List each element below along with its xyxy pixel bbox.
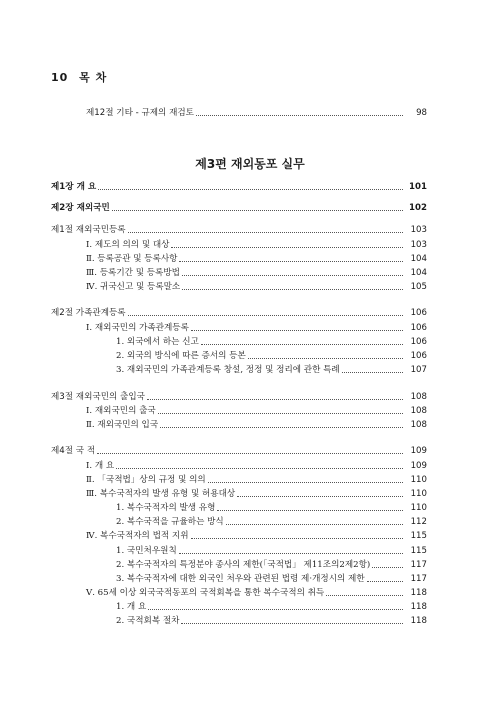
toc-entry-label: Ⅰ. 재외국민의 가족관계등록 bbox=[86, 323, 189, 333]
toc-entry-page: 110 bbox=[410, 503, 427, 513]
toc-item[interactable] bbox=[116, 348, 427, 362]
toc-item[interactable] bbox=[86, 279, 427, 293]
toc-entry-label: 제4절 국 적 bbox=[51, 446, 96, 456]
toc-section[interactable] bbox=[51, 222, 427, 236]
toc-entry-page: 108 bbox=[410, 406, 427, 416]
leader-dots bbox=[226, 524, 403, 525]
leader-dots bbox=[326, 595, 403, 596]
leader-dots bbox=[201, 344, 403, 345]
running-header bbox=[51, 69, 107, 85]
toc-entry-label: 2. 외국의 방식에 따른 증서의 등본 bbox=[116, 351, 246, 361]
toc-entry-label: Ⅱ. 재외국민의 입국 bbox=[86, 420, 159, 430]
toc-item[interactable] bbox=[86, 237, 427, 251]
leader-dots bbox=[160, 427, 403, 428]
toc-entry-page: 108 bbox=[410, 392, 427, 402]
toc-entry-page: 106 bbox=[410, 337, 427, 347]
toc-entry-page: 110 bbox=[410, 475, 427, 485]
toc-entry-page: 115 bbox=[410, 531, 427, 541]
toc-section[interactable] bbox=[51, 389, 427, 403]
toc-entry-page: 106 bbox=[410, 351, 427, 361]
toc-entry-label: 1. 개 요 bbox=[116, 602, 147, 612]
toc-item[interactable] bbox=[86, 403, 427, 417]
toc-entry-page: 103 bbox=[410, 240, 427, 250]
toc-entry-label: 제2절 가족관계등록 bbox=[51, 308, 126, 318]
leader-dots bbox=[208, 482, 403, 483]
toc-item[interactable] bbox=[86, 472, 427, 486]
toc-entry-label: 2. 복수국적자의 특정분야 종사의 제한(「국적법」 제11조의2제2항) bbox=[116, 560, 371, 570]
toc-entry-page: 98 bbox=[416, 108, 427, 118]
toc-item[interactable] bbox=[116, 613, 427, 627]
toc-item[interactable] bbox=[116, 571, 427, 585]
toc-item[interactable] bbox=[86, 585, 427, 599]
toc-entry-page: 107 bbox=[410, 365, 427, 375]
toc-entry-label: Ⅳ. 귀국신고 및 등록말소 bbox=[86, 282, 181, 292]
toc-entry-page: 104 bbox=[410, 268, 427, 278]
toc-item[interactable] bbox=[116, 334, 427, 348]
toc-item[interactable] bbox=[116, 500, 427, 514]
toc-entry-label: Ⅳ. 복수국적자의 법적 지위 bbox=[86, 531, 189, 541]
toc-entry-label: Ⅴ. 65세 이상 외국국적동포의 국적회복을 통한 복수국적의 취득 bbox=[86, 588, 325, 598]
leader-dots bbox=[237, 496, 403, 497]
toc-entry-page: 104 bbox=[410, 254, 427, 264]
leader-dots bbox=[191, 538, 403, 539]
toc-entry-label: 1. 복수국적자의 발생 유형 bbox=[116, 503, 216, 513]
toc-entry-page: 117 bbox=[410, 574, 427, 584]
leader-dots bbox=[97, 453, 403, 454]
toc-entry-page: 118 bbox=[410, 602, 427, 612]
header-title: 목 차 bbox=[79, 71, 108, 84]
toc-entry-label: Ⅱ. 등록공관 및 등록사항 bbox=[86, 254, 178, 264]
toc-entry-page: 117 bbox=[410, 560, 427, 570]
toc-entry-label: 제12절 기타 - 규제의 재검토 bbox=[86, 108, 194, 118]
toc-entry-label: Ⅰ. 재외국민의 출국 bbox=[86, 406, 156, 416]
toc-entry-label: Ⅰ. 제도의 의의 및 대상 bbox=[86, 240, 170, 250]
toc-item[interactable] bbox=[86, 528, 427, 542]
toc-entry-page: 105 bbox=[410, 282, 427, 292]
toc-entry-page: 115 bbox=[410, 546, 427, 556]
toc-item[interactable] bbox=[116, 362, 427, 376]
leader-dots bbox=[179, 553, 403, 554]
toc-entry-page: 109 bbox=[410, 446, 427, 456]
toc-item[interactable] bbox=[116, 557, 427, 571]
toc-entry-label: 제1장 개 요 bbox=[51, 182, 97, 192]
leader-dots bbox=[171, 247, 403, 248]
leader-dots bbox=[158, 413, 403, 414]
leader-dots bbox=[248, 358, 403, 359]
toc-entry-page: 108 bbox=[410, 420, 427, 430]
leader-dots bbox=[147, 399, 403, 400]
toc-entry-page: 106 bbox=[410, 308, 427, 318]
toc-entry-label: Ⅱ. 「국적법」상의 규정 및 의의 bbox=[86, 475, 206, 485]
leader-dots bbox=[181, 623, 403, 624]
toc-entry-page: 118 bbox=[410, 616, 427, 626]
page-number: 10 bbox=[51, 71, 69, 84]
toc-item[interactable] bbox=[116, 543, 427, 557]
leader-dots bbox=[196, 115, 403, 116]
leader-dots bbox=[128, 232, 403, 233]
leader-dots bbox=[182, 289, 403, 290]
toc-section[interactable] bbox=[51, 443, 427, 457]
toc-entry-page: 106 bbox=[410, 323, 427, 333]
toc-item[interactable] bbox=[86, 458, 427, 472]
toc-entry-label: 3. 재외국민의 가족관계등록 창설, 정정 및 정리에 관한 특례 bbox=[116, 365, 340, 375]
toc-entry-label: 제1절 재외국민등록 bbox=[51, 225, 126, 235]
leader-dots bbox=[217, 510, 403, 511]
toc-entry-label: Ⅲ. 등록기간 및 등록방법 bbox=[86, 268, 180, 278]
leader-dots bbox=[372, 567, 403, 568]
toc-entry-label: 1. 국민처우원칙 bbox=[116, 546, 177, 556]
toc-entry-page: 101 bbox=[409, 182, 427, 192]
toc-chapter[interactable] bbox=[51, 200, 427, 214]
leader-dots bbox=[182, 275, 403, 276]
toc-entry-page: 110 bbox=[410, 489, 427, 499]
toc-entry-top[interactable] bbox=[86, 105, 427, 119]
toc-entry-label: Ⅰ. 개 요 bbox=[86, 461, 115, 471]
toc-entry-label: 2. 국적회복 절차 bbox=[116, 616, 180, 626]
leader-dots bbox=[191, 330, 403, 331]
leader-dots bbox=[342, 372, 403, 373]
toc-entry-label: 3. 복수국적자에 대한 외국인 처우와 관련된 법령 제·개정시의 제한 bbox=[116, 574, 365, 584]
toc-entry-page: 103 bbox=[410, 225, 427, 235]
toc-entry-label: 2. 복수국적을 규율하는 방식 bbox=[116, 517, 224, 527]
leader-dots bbox=[179, 261, 403, 262]
toc-item[interactable] bbox=[86, 486, 427, 500]
toc-entry-label: 제3절 재외국민의 출입국 bbox=[51, 392, 145, 402]
toc-item[interactable] bbox=[86, 265, 427, 279]
leader-dots bbox=[98, 189, 403, 190]
leader-dots bbox=[116, 468, 403, 469]
toc-entry-page: 112 bbox=[410, 517, 427, 527]
toc-item[interactable] bbox=[86, 417, 427, 431]
toc-entry-page: 118 bbox=[410, 588, 427, 598]
leader-dots bbox=[148, 609, 403, 610]
toc-entry-label: Ⅲ. 복수국적자의 발생 유형 및 허용대상 bbox=[86, 489, 236, 499]
toc-item[interactable] bbox=[116, 599, 427, 613]
toc-item[interactable] bbox=[86, 320, 427, 334]
toc-item[interactable] bbox=[116, 514, 427, 528]
toc-entry-page: 102 bbox=[409, 203, 427, 213]
toc-section[interactable] bbox=[51, 305, 427, 319]
toc-entry-label: 제2장 재외국민 bbox=[51, 203, 110, 213]
leader-dots bbox=[112, 210, 403, 211]
part-title: 제3편 재외동포 실무 bbox=[195, 157, 305, 171]
leader-dots bbox=[128, 315, 403, 316]
toc-entry-page: 109 bbox=[410, 461, 427, 471]
leader-dots bbox=[367, 581, 403, 582]
toc-chapter[interactable] bbox=[51, 179, 427, 193]
toc-entry-label: 1. 외국에서 하는 신고 bbox=[116, 337, 199, 347]
toc-item[interactable] bbox=[86, 251, 427, 265]
